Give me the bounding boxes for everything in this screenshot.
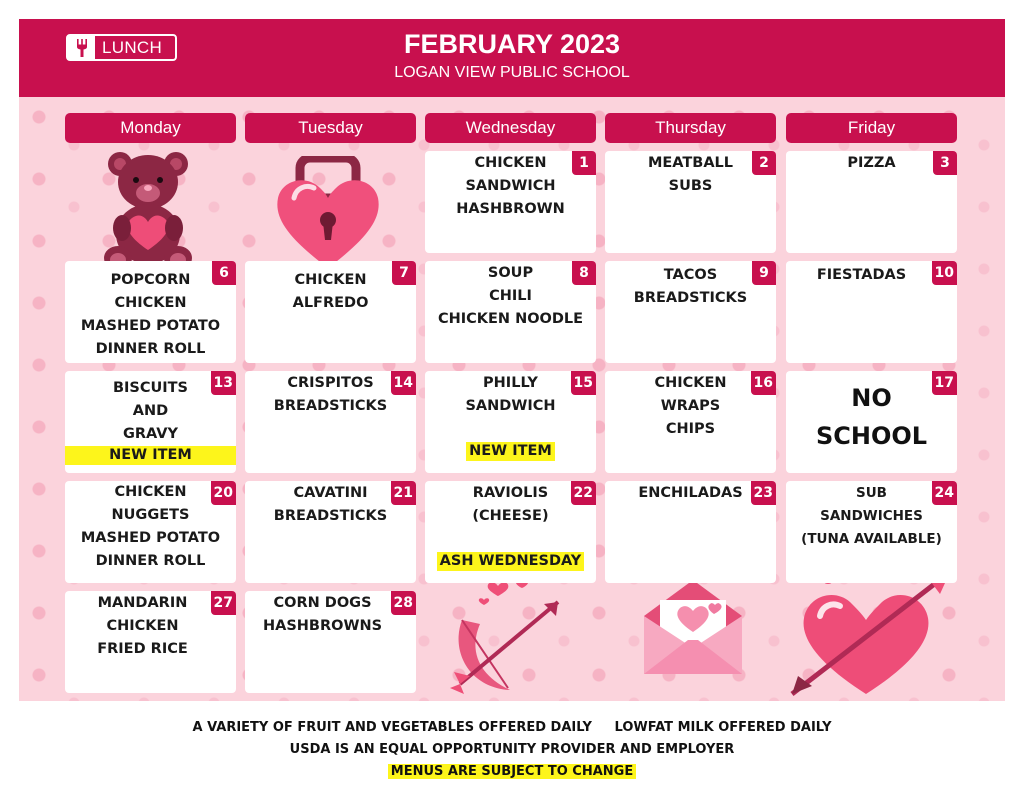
menu-item: FIESTADAS [816, 267, 907, 283]
day-cell [245, 371, 416, 473]
day-cell [786, 481, 957, 583]
menu-item: ENCHILADAS [638, 485, 743, 501]
day-number: 8 [572, 261, 596, 285]
menu-item: CHICKEN NOODLE [437, 311, 584, 327]
weekday-tuesday: Tuesday [245, 113, 416, 143]
footer-line-1: A VARIETY OF FRUIT AND VEGETABLES OFFERED DAILY LOWFAT MILK OFFERED DAILY [192, 720, 832, 735]
day-cell [425, 371, 596, 473]
menu-item: CHIPS [665, 421, 716, 437]
menu-item: SUB [856, 485, 887, 501]
menu-items [786, 152, 957, 175]
menu-items [65, 377, 236, 465]
page-title: FEBRUARY 2023 [403, 29, 621, 59]
day-number: 21 [391, 481, 416, 505]
menu-item: MEATBALL [647, 155, 734, 171]
day-number: 23 [751, 481, 776, 505]
menu-items [605, 372, 776, 441]
menu-item: CAVATINI [293, 485, 368, 501]
menu-item: GRAVY [122, 426, 179, 442]
day-number: 7 [392, 261, 416, 285]
day-cell [605, 371, 776, 473]
day-number: 22 [571, 481, 596, 505]
menu-item: BREADSTICKS [273, 508, 388, 524]
menu-items [425, 152, 596, 221]
menu-item: CHICKEN [114, 484, 187, 500]
menu-item: TACOS [663, 267, 718, 283]
menu-items [786, 482, 957, 551]
no-school-line: NO [851, 384, 892, 412]
day-cell [65, 591, 236, 693]
day-number: 9 [752, 261, 776, 285]
menu-item: (TUNA AVAILABLE) [801, 531, 942, 547]
menu-item: MASHED POTATO [80, 318, 221, 334]
day-number: 24 [932, 481, 957, 505]
menu-item: SUBS [668, 178, 713, 194]
menu-item: CHICKEN [654, 375, 727, 391]
menu-item: SANDWICH [465, 178, 556, 194]
menu-item: CHICKEN [294, 272, 367, 288]
menu-item: BREADSTICKS [273, 398, 388, 414]
day-number: 2 [752, 151, 776, 175]
menu-items [425, 482, 596, 528]
menu-item: SANDWICH [465, 398, 556, 414]
weekday-wednesday: Wednesday [425, 113, 596, 143]
menu-item: DINNER ROLL [95, 553, 206, 569]
day-number: 3 [933, 151, 957, 175]
heart-lock-icon [272, 156, 384, 272]
menu-item: MANDARIN [97, 595, 188, 611]
menu-item: ALFREDO [292, 295, 369, 311]
menu-items [629, 482, 752, 505]
menu-item: DINNER ROLL [95, 341, 206, 357]
menu-items [245, 482, 416, 528]
day-cell [245, 591, 416, 693]
day-number: 13 [211, 371, 236, 395]
menu-item: HASHBROWNS [262, 618, 383, 634]
day-number: 10 [932, 261, 957, 285]
day-number: 15 [571, 371, 596, 395]
menu-item: CHICKEN [106, 618, 179, 634]
day-cell [425, 151, 596, 253]
menu-item: PIZZA [847, 155, 896, 171]
menu-item: (CHEESE) [472, 508, 549, 524]
day-number: 27 [211, 591, 236, 615]
cupid-bow-icon [440, 572, 570, 700]
footer-line-2: USDA IS AN EQUAL OPPORTUNITY PROVIDER AND EMPLOYER [289, 742, 735, 757]
menu-item: FRIED RICE [97, 641, 188, 657]
menu-items [605, 152, 776, 198]
menu-item: SOUP [487, 265, 534, 281]
menu-item: AND [132, 403, 169, 419]
menu-item: CHILI [489, 288, 532, 304]
new-item-badge: NEW ITEM [65, 446, 236, 465]
day-cell [65, 371, 236, 473]
day-number: 1 [572, 151, 596, 175]
menu-item: SANDWICHES [820, 508, 923, 524]
day-cell [786, 151, 957, 253]
menu-items [245, 269, 416, 315]
menu-item: PHILLY [483, 375, 538, 391]
menu-items [245, 372, 416, 418]
menu-items [425, 262, 596, 331]
day-number: 6 [212, 261, 236, 285]
menu-items [605, 264, 776, 310]
day-cell [245, 481, 416, 583]
weekday-monday: Monday [65, 113, 236, 143]
day-cell [786, 261, 957, 363]
menu-item: NUGGETS [111, 507, 190, 523]
weekday-thursday: Thursday [605, 113, 776, 143]
day-cell [786, 371, 957, 473]
menu-item: MASHED POTATO [80, 530, 221, 546]
day-cell [425, 261, 596, 363]
teddy-bear-icon [100, 148, 196, 272]
footer-disclaimer: MENUS ARE SUBJECT TO CHANGE [388, 764, 636, 779]
day-cell [425, 481, 596, 583]
menu-items [65, 481, 236, 573]
menu-items [786, 264, 937, 287]
no-school-notice [786, 379, 957, 455]
menu-items [245, 592, 400, 638]
new-item-badge: NEW ITEM [466, 442, 555, 461]
menu-item: BISCUITS [112, 380, 189, 396]
menu-item: CORN DOGS [273, 595, 372, 611]
menu-item: CHICKEN [114, 295, 187, 311]
logo-label: LUNCH [102, 37, 163, 57]
day-number: 20 [211, 481, 236, 505]
menu-item: HASHBROWN [456, 201, 565, 217]
day-number: 28 [391, 591, 416, 615]
no-school-line: SCHOOL [815, 422, 928, 450]
weekday-friday: Friday [786, 113, 957, 143]
day-cell [605, 481, 776, 583]
menu-item: CHICKEN [474, 155, 547, 171]
day-number: 16 [751, 371, 776, 395]
menu-items [65, 269, 236, 361]
menu-items [65, 592, 220, 661]
day-cell [245, 261, 416, 363]
day-cell [65, 261, 236, 363]
day-cell [605, 151, 776, 253]
header-banner [19, 19, 1005, 97]
love-letter-icon [638, 576, 748, 678]
ash-wednesday-badge: ASH WEDNESDAY [437, 552, 585, 571]
school-name: LOGAN VIEW PUBLIC SCHOOL [394, 64, 630, 81]
day-cell [65, 481, 236, 583]
menu-items [425, 372, 596, 418]
day-number: 14 [391, 371, 416, 395]
day-cell [605, 261, 776, 363]
menu-item: POPCORN [110, 272, 191, 288]
menu-item: RAVIOLIS [472, 485, 549, 501]
menu-item: CRISPITOS [287, 375, 374, 391]
day-number: 17 [932, 371, 957, 395]
menu-item: WRAPS [660, 398, 721, 414]
menu-item: BREADSTICKS [633, 290, 748, 306]
